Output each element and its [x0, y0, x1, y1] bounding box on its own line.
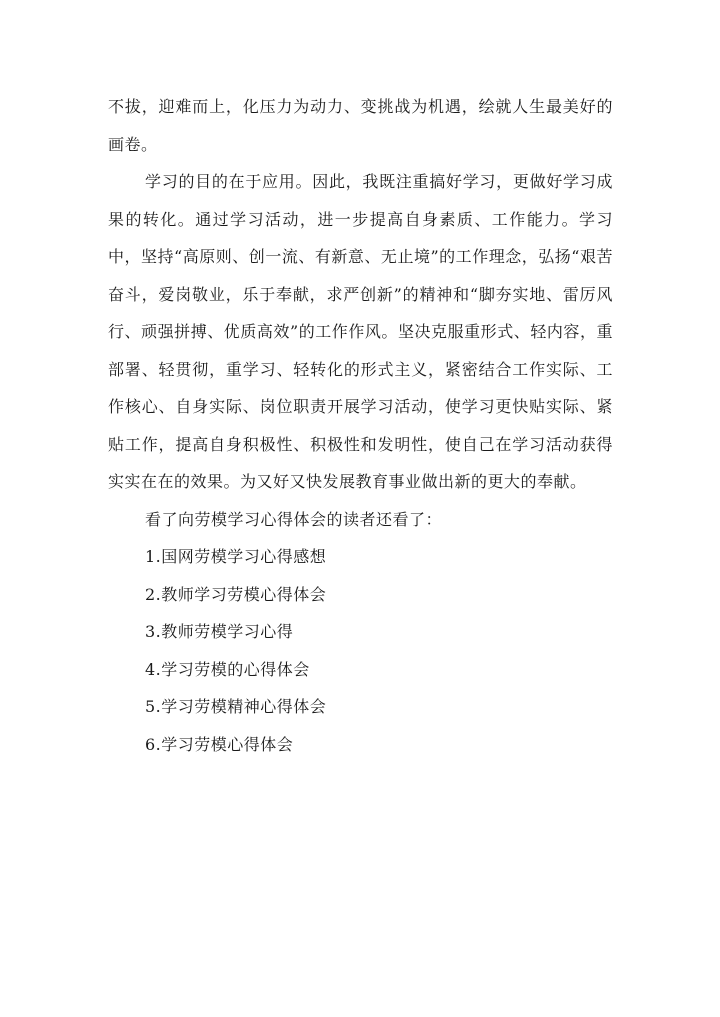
related-article-title[interactable]: 教师学习劳模心得体会: [161, 584, 327, 604]
related-article-item[interactable]: [145, 576, 613, 614]
related-articles-list: [108, 538, 613, 763]
related-article-title[interactable]: 学习劳模精神心得体会: [161, 697, 327, 716]
related-article-item[interactable]: [145, 651, 613, 689]
related-article-item[interactable]: [145, 613, 613, 651]
related-article-number: 4.: [145, 659, 162, 679]
related-article-item[interactable]: [145, 688, 613, 726]
related-article-title[interactable]: 学习劳模心得体会: [161, 734, 294, 754]
related-articles-heading: 看了向劳模学习心得体会的读者还看了：: [145, 509, 443, 529]
related-article-number: 1.: [145, 547, 162, 566]
related-article-title[interactable]: 国网劳模学习心得感想: [161, 547, 327, 566]
related-article-title[interactable]: 教师劳模学习心得: [161, 622, 294, 641]
paragraph-learning-application: 学习的目的在于应用。因此，我既注重搞好学习，更做好学习成果的转化。通过学习活动，进一步提高自身素质、工作能力。学习中，坚持“高原则、创一流、有新意、无止境”的工作理念，弘扬“艰苦奋斗，爱岗敬业，乐于奉献，求严创新”的精神和“脚夯实地、雷厉风行、顽强拼搏、优质高效”的工作作风。坚决克服重形式、轻内容，重部署、轻贯彻，重学习、轻转化的形式主义，紧密结合工作实际、工作核心、自身实际、岗位职责开展学习活动，使学习更快贴实际、紧贴工作，提高自身积极性、积极性和发明性，使自己在学习活动获得实实在在的效果。为又好又快发展教育事业做出新的更大的奉献。: [108, 172, 613, 491]
related-article-number: 2.: [145, 584, 162, 604]
related-article-number: 5.: [145, 697, 162, 716]
related-article-item[interactable]: [145, 538, 613, 576]
related-article-number: 6.: [145, 734, 162, 754]
document-body: [108, 88, 613, 763]
related-article-item[interactable]: [145, 726, 613, 764]
paragraph-continued: 不拔，迎难而上，化压力为动力、变挑战为机遇，绘就人生最美好的画卷。: [108, 97, 613, 154]
related-article-number: 3.: [145, 622, 162, 641]
related-article-title[interactable]: 学习劳模的心得体会: [161, 659, 310, 679]
